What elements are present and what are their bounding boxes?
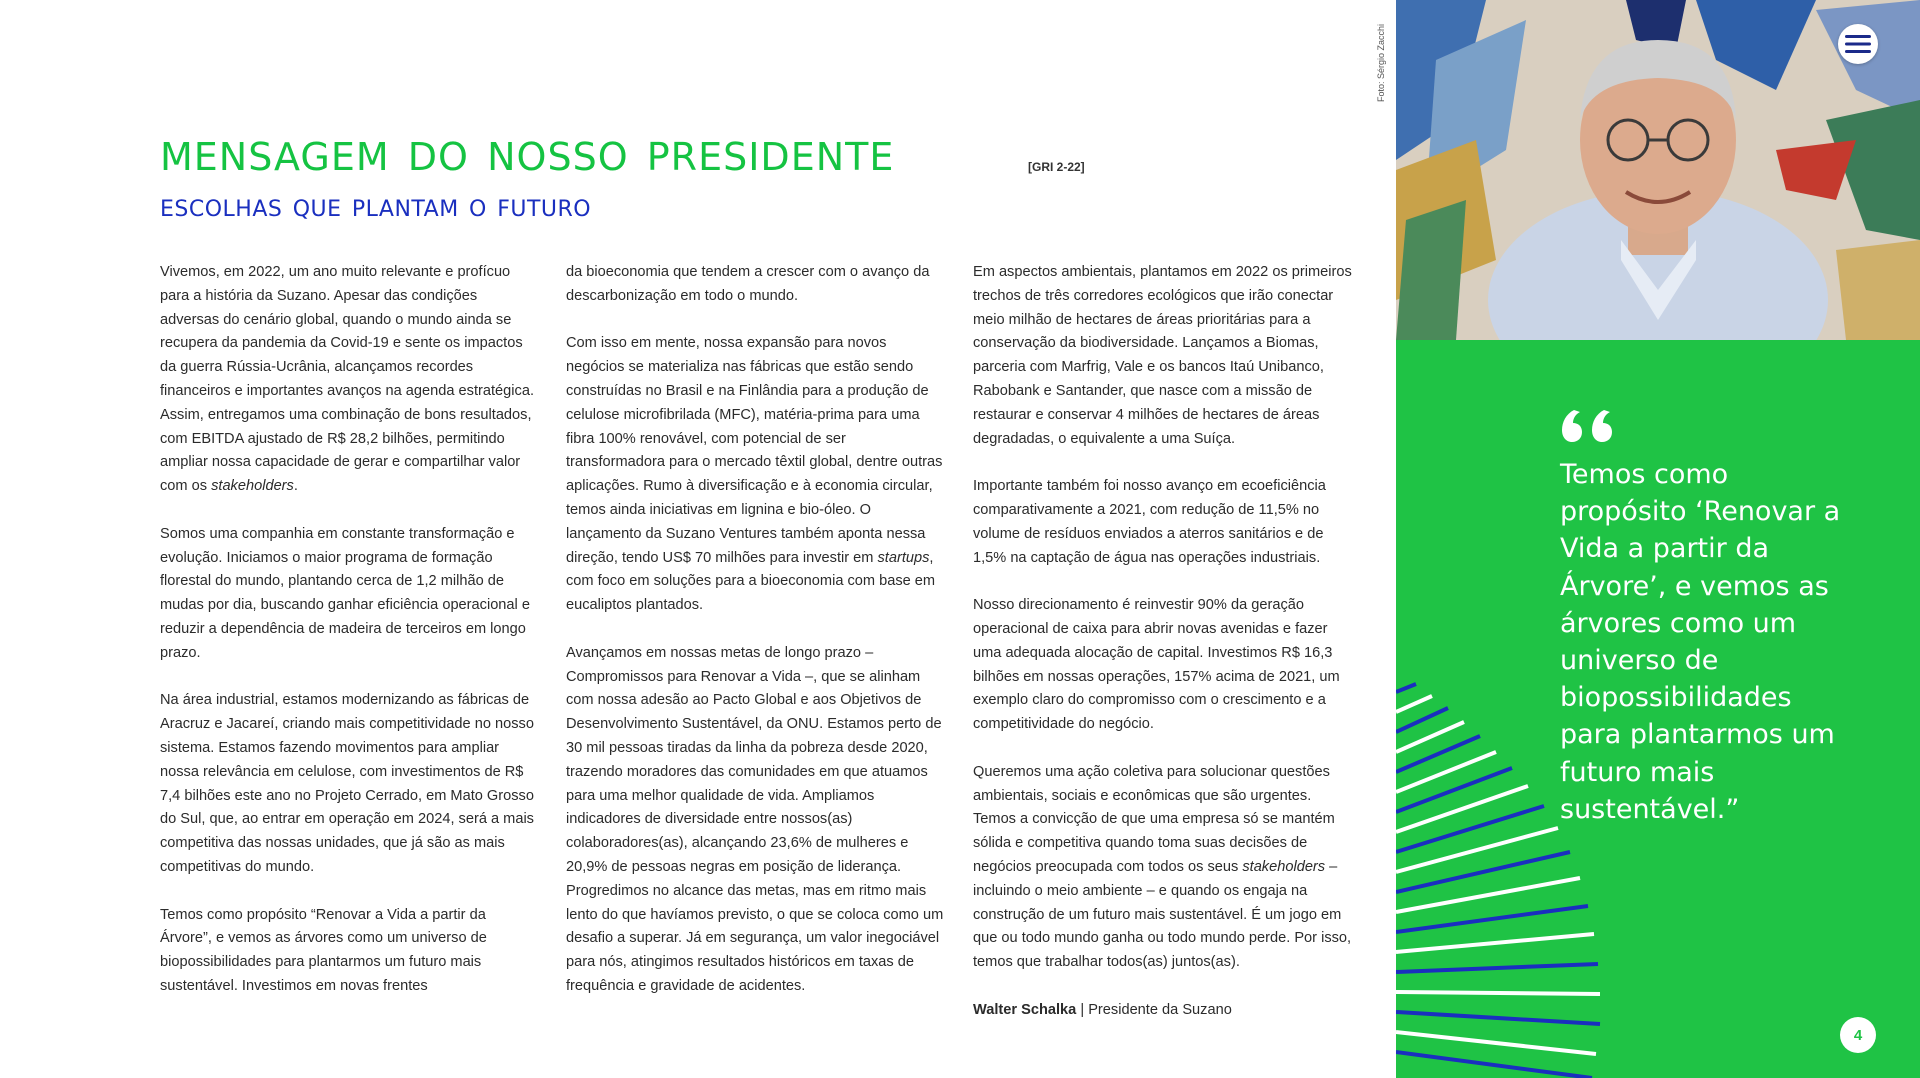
paragraph: Avançamos em nossas metas de longo prazo – Compromissos para Renovar a Vida –, que se alinham com nossa adesão ao Pacto Global e aos Objetivos de Desenvolvimento Sustentável, da ONU. Estamos perto de 30 mil pessoas tiradas da linha da pobreza desde 2020, trazendo moradores das comunidades em que atuamos para uma melhor qualidade de vida. Ampliamos indicadores de diversidade entre nossos(as) colaboradores(as), alcançando 23,6% de mulheres e 20,9% de pessoas negras em posição de liderança. Progredimos no alcance das metas, mas em ritmo mais lento do que havíamos previsto, o que se coloca como um desafio a superar. Já em segurança, um valor inegociável para nós, atingimos resultados históricos em taxas de frequência e gravidade de acidentes. [566, 644, 944, 994]
text-column-1 [160, 261, 535, 1023]
paragraph: Importante também foi nosso avanço em ecoeficiência comparativamente a 2021, com redução de 11,5% no volume de resíduos enviados a aterros sanitários e de 1,5% na captação de água nas operações industriais. [973, 478, 1326, 566]
paragraph: da bioeconomia que tendem a crescer com o avanço da descarbonização em todo o mundo. [566, 264, 930, 304]
paragraph: Na área industrial, estamos modernizando as fábricas de Aracruz e Jacareí, criando mais competitividade no nosso sistema. Estamos fazendo movimentos para ampliar nossa relevância em celulose, com investimentos de R$ 7,4 bilhões este ano no Projeto Cerrado, em Mato Grosso do Sul, que, ao entrar em operação em 2024, será a mais competitiva das nossas unidades, que já são as mais competitivas do mundo. [160, 692, 534, 875]
menu-button[interactable] [1838, 24, 1878, 64]
paragraph: Nosso direcionamento é reinvestir 90% da geração operacional de caixa para abrir novas avenidas e fazer uma adequada alocação de capital. Investimos R$ 16,3 bilhões em nossas operações, 157% acima de 2021, um exemplo claro do compromisso com o crescimento e a competitividade do negócio. [973, 597, 1340, 733]
photo-credit: Foto: Sérgio Zacchi [1376, 23, 1386, 102]
text-column-3 [973, 261, 1355, 1046]
paragraph: Somos uma companhia em constante transformação e evolução. Iniciamos o maior programa de formação florestal do mundo, plantando cerca de 1,2 milhão de mudas por dia, buscando ganhar eficiência operacional e reduzir a dependência de madeira de terceiros em longo prazo. [160, 525, 530, 661]
page-title: mensagem do nosso presidente [160, 120, 895, 183]
paragraph: Com isso em mente, nossa expansão para novos negócios se materializa nas fábricas que estão sendo construídas no Brasil e na Finlândia para a produção de celulose microfibrilada (MFC), matéria-prima para uma fibra 100% renovável, com potencial de ser transformadora para o mercado têxtil global, dentre outras aplicações. Rumo à diversificação e à economia circular, temos ainda iniciativas em lignina e bio-óleo. O lançamento da Suzano Ventures também aponta nessa direção, tendo US$ 70 milhões para investir em startups, com foco em soluções para a bioeconomia com base em eucaliptos plantados. [566, 335, 943, 614]
paragraph: Vivemos, em 2022, um ano muito relevante e profícuo para a história da Suzano. Apesar das condições adversas do cenário global, quando o mundo ainda se recupera da pandemia da Covid-19 e sente os impactos da guerra Rússia-Ucrânia, alcançamos recordes financeiros e importantes avanços na agenda estratégica. Assim, entregamos uma combinação de bons resultados, com EBITDA ajustado de R$ 28,2 bilhões, permitindo ampliar nossa capacidade de gerar e compartilhar valor com os stakeholders. [160, 264, 534, 495]
signature: Walter Schalka | Presidente da Suzano [973, 1001, 1232, 1018]
text-column-2 [566, 261, 946, 1023]
hamburger-menu-icon [1845, 34, 1871, 54]
signature-role: Presidente da Suzano [1088, 1001, 1232, 1018]
page-subtitle: escolhas que plantam o futuro [160, 188, 592, 224]
gri-reference: [GRI 2-22] [1028, 160, 1085, 174]
signature-name: Walter Schalka [973, 1001, 1077, 1018]
pull-quote: Temos como propósito ‘Renovar a Vida a partir da Árvore’, e vemos as árvores como um universo de biopossibilidades para plantarmos um futuro mais sustentável.” [1560, 459, 1841, 825]
quote-panel [1396, 340, 1920, 1078]
paragraph: Em aspectos ambientais, plantamos em 2022 os primeiros trechos de três corredores ecológicos que irão conectar meio milhão de hectares de áreas prioritárias para a conservação da biodiversidade. Lançamos a Biomas, parceria com Marfrig, Vale e os bancos Itaú Unibanco, Rabobank e Santander, que nasce com a missão de restaurar e conservar 4 milhões de hectares de áreas degradadas, o equivalente a uma Suíça. [973, 264, 1352, 447]
page-number[interactable]: 4 [1840, 1017, 1876, 1053]
quote-mark-icon [1560, 404, 1616, 444]
paragraph: Queremos uma ação coletiva para solucionar questões ambientais, sociais e econômicas que são urgentes. Temos a convicção de que uma empresa só se mantém sólida e competitiva quando toma suas decisões de negócios preocupada com todos os seus stakeholders – incluindo o meio ambiente – e quando os engaja na construção de um futuro mais sustentável. É um jogo em que ou todo mundo ganha ou todo mundo perde. Por isso, temos que trabalhar todos(as) juntos(as). [973, 763, 1352, 971]
paragraph: Temos como propósito “Renovar a Vida a partir da Árvore”, e vemos as árvores como um universo de biopossibilidades para plantarmos um futuro mais sustentável. Investimos em novas frentes [160, 906, 487, 994]
